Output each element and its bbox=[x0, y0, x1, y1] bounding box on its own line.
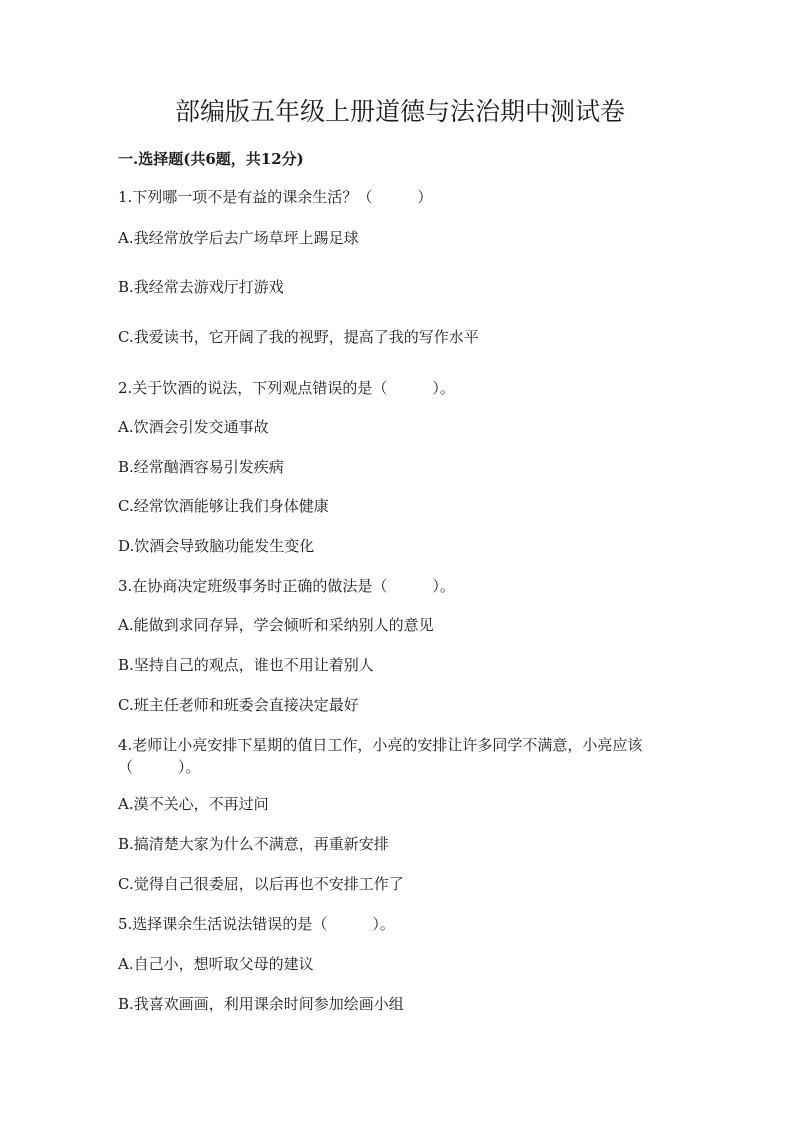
question-5-option-b: B.我喜欢画画，利用课余时间参加绘画小组 bbox=[118, 995, 404, 1013]
question-4-stem: 4.老师让小亮安排下星期的值日工作，小亮的安排让许多同学不满意，小亮应该（ ）。 bbox=[118, 736, 643, 776]
page-title: 部编版五年级上册道德与法治期中测试卷 bbox=[174, 97, 625, 126]
question-1-option-b: B.我经常去游戏厅打游戏 bbox=[118, 278, 284, 296]
question-2-option-b: B.经常酗酒容易引发疾病 bbox=[118, 458, 284, 476]
question-1-stem: 1.下列哪一项不是有益的课余生活？（ ） bbox=[118, 188, 433, 206]
question-2-option-d: D.饮酒会导致脑功能发生变化 bbox=[118, 537, 315, 555]
question-4-option-b: B.搞清楚大家为什么不满意，再重新安排 bbox=[118, 835, 389, 853]
question-3-stem: 3.在协商决定班级事务时正确的做法是（ ）。 bbox=[118, 577, 455, 595]
question-4-option-a: A.漠不关心，不再过问 bbox=[118, 795, 269, 813]
question-3-option-a: A.能做到求同存异，学会倾听和采纳别人的意见 bbox=[118, 616, 434, 634]
section-heading: 一.选择题(共6题，共12分) bbox=[118, 150, 304, 168]
question-1-option-a: A.我经常放学后去广场草坪上踢足球 bbox=[118, 229, 359, 247]
question-5-stem: 5.选择课余生活说法错误的是（ ）。 bbox=[118, 915, 395, 933]
question-3-option-b: B.坚持自己的观点，谁也不用让着别人 bbox=[118, 656, 374, 674]
question-2-option-c: C.经常饮酒能够让我们身体健康 bbox=[118, 497, 329, 515]
question-1-option-c: C.我爱读书，它开阔了我的视野，提高了我的写作水平 bbox=[118, 328, 479, 346]
question-3-option-c: C.班主任老师和班委会直接决定最好 bbox=[118, 696, 359, 714]
question-2-option-a: A.饮酒会引发交通事故 bbox=[118, 418, 269, 436]
question-5-option-a: A.自己小，想听取父母的建议 bbox=[118, 955, 314, 973]
question-4-option-c: C.觉得自己很委屈，以后再也不安排工作了 bbox=[118, 875, 404, 893]
question-2-stem: 2.关于饮酒的说法，下列观点错误的是（ ）。 bbox=[118, 379, 455, 397]
